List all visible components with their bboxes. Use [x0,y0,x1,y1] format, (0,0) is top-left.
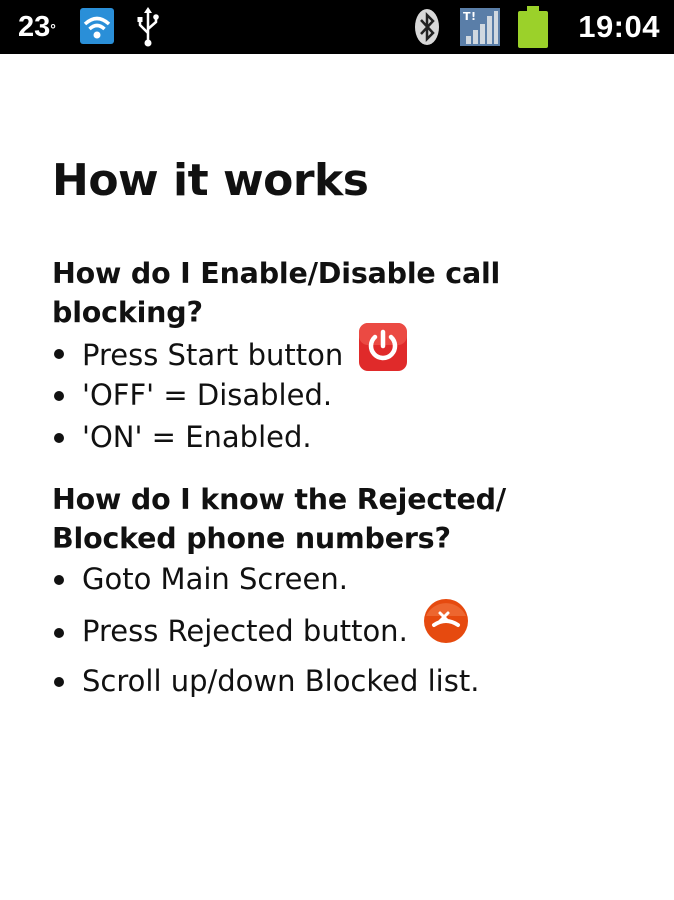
signal-icon [460,8,500,46]
bullet-dot [54,433,64,443]
usb-icon [136,7,160,47]
section-rejected-numbers [52,480,652,702]
section-enable-disable [52,254,652,458]
list-item: Goto Main Screen. [52,558,652,600]
svg-text:!: ! [471,10,477,23]
battery-icon [518,6,548,48]
rejected-call-icon [423,598,469,644]
bullet-dot [54,677,64,687]
bullet-list [52,332,652,458]
bullet-dot [54,575,64,585]
bullet-dot [54,628,64,638]
section-heading: How do I know the Rejected/ Blocked phone numbers? [52,483,506,555]
page-title: How it works [52,155,369,206]
wifi-icon [80,8,114,44]
bluetooth-icon [414,8,440,46]
list-item: Press Rejected button. [52,602,652,660]
svg-text:T: T [463,10,471,23]
section-heading: How do I Enable/Disable call blocking? [52,257,501,329]
power-icon [358,322,408,372]
help-content [52,150,652,702]
bullet-dot [54,349,64,359]
status-bar [0,0,674,54]
list-item: 'OFF' = Disabled. [52,374,652,416]
list-item: 'ON' = Enabled. [52,416,652,458]
temperature-readout: 23° [18,11,56,43]
bullet-list [52,558,652,702]
bullet-dot [54,391,64,401]
clock: 19:04 [578,9,660,44]
list-item: Press Start button [52,332,652,374]
list-item: Scroll up/down Blocked list. [52,660,652,702]
